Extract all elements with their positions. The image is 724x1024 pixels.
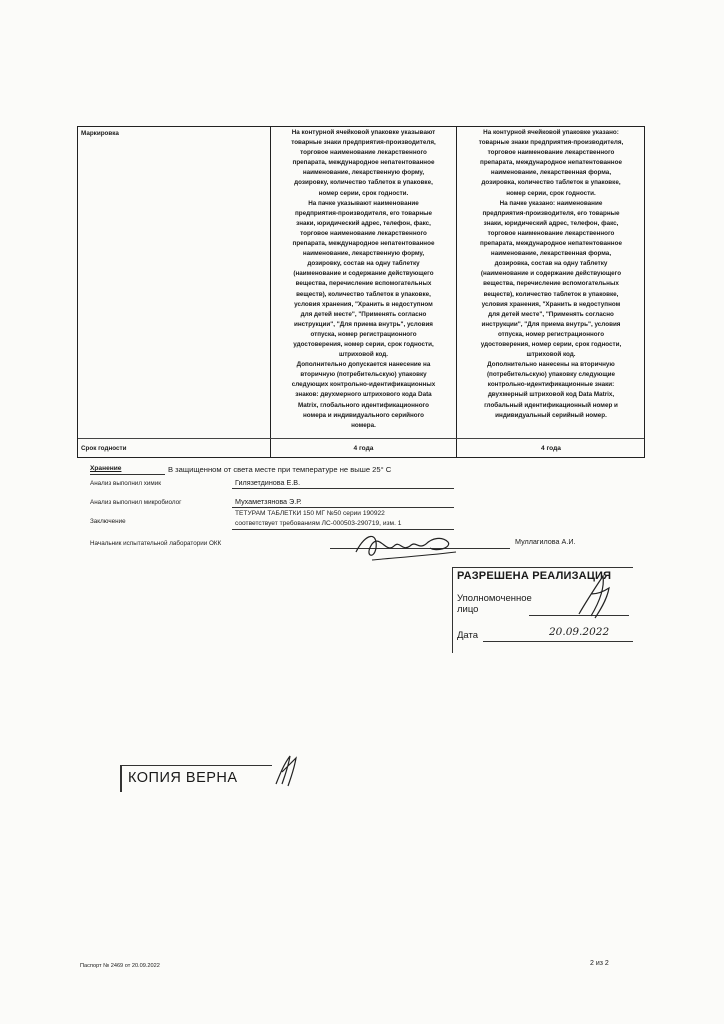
result-column	[457, 128, 645, 421]
requirement-text-line: для детей месте", "Применять согласно	[300, 310, 427, 318]
lab-head-label: Начальник испытательной лаборатории ОКК	[90, 540, 222, 547]
row-label-marking: Маркировка	[81, 130, 119, 137]
table-row-divider	[78, 438, 644, 439]
requirement-text-line: препарата, международное непатентованное	[292, 240, 435, 248]
result-text-line: удостоверения, номер серии, срок годности,	[480, 340, 622, 348]
passport-number: Паспорт № 2469 от 20.09.2022	[80, 963, 160, 969]
result-text-line: двухмерный штриховой код Data Matrix,	[487, 391, 615, 399]
result-text-line: торговое наименование лекарственного	[487, 149, 615, 157]
requirement-text-line: торговое наименование лекарственного	[300, 149, 427, 157]
requirement-text-line: номер серии, срок годности.	[318, 189, 409, 197]
microbiologist-underline	[232, 507, 454, 508]
authorized-person-label-2: лицо	[457, 604, 479, 615]
result-text-line: отпуска, номер регистрационного	[497, 330, 605, 338]
requirement-text-line: удостоверения, номер серии, срок годности,	[293, 340, 434, 348]
chemist-label: Анализ выполнил химик	[90, 480, 162, 487]
release-stamp-title: РАЗРЕШЕНА РЕАЛИЗАЦИЯ	[457, 570, 612, 582]
chemist-underline	[232, 488, 454, 489]
requirement-text-line: (наименование и содержание действующего	[293, 270, 434, 278]
result-text-line: условия хранения, "Хранить в недоступном	[481, 300, 621, 308]
requirement-column	[271, 128, 456, 431]
requirement-text-line: следующих контрольно-идентификационных	[291, 381, 436, 389]
requirement-text-line: веществ), количество таблеток в упаковке,	[296, 290, 431, 298]
result-text-line: наименование, лекарственная форма,	[490, 250, 612, 258]
storage-label: Хранение	[90, 465, 122, 472]
requirement-text-line: На пачке указывают наименование	[308, 199, 419, 207]
result-text-line: На контурной ячейковой упаковке указано:	[483, 129, 619, 136]
authorized-signature	[569, 570, 619, 622]
requirement-text-line: наименование, лекарственную форму,	[302, 250, 425, 258]
conclusion-line-2: соответствует требованиям ЛС-000503-290719, изм. 1	[235, 520, 402, 527]
authorized-person-label: Уполномоченное	[457, 593, 532, 604]
microbiologist-value: Мухаметзянова Э.Р.	[235, 497, 302, 506]
storage-underline	[90, 474, 165, 475]
requirement-text-line: вторичную (потребительскую) упаковку	[300, 371, 427, 379]
release-date: 20.09.2022	[549, 626, 610, 638]
storage-text: В защищенном от света месте при температуре не выше 25° С	[168, 465, 392, 474]
page-number: 2 из 2	[590, 960, 609, 967]
requirement-text-line: штриховой код.	[338, 351, 389, 359]
requirement-text-line: номера.	[351, 421, 376, 429]
result-text-line: торговое наименование лекарственного	[487, 229, 615, 237]
requirement-text-line: дозировку, состав на одну таблетку	[307, 260, 420, 268]
result-text-line: (потребительскую) упаковку следующие	[486, 371, 616, 379]
copy-certified-text: КОПИЯ ВЕРНА	[128, 770, 238, 786]
result-text-line: товарные знаки предприятия-производителя,	[478, 139, 624, 147]
result-text-line: Дополнительно нанесены на вторичную	[487, 361, 615, 369]
lab-head-signature	[352, 526, 462, 566]
requirement-text-line: наименование, лекарственную форму,	[302, 169, 425, 177]
requirement-text-line: предприятия-производителя, его товарные	[294, 209, 433, 217]
result-text-line: препарата, международное непатентованное	[480, 159, 622, 167]
result-text-line: вещества, перечисление вспомогательных	[483, 280, 619, 288]
requirement-text-line: товарные знаки предприятия-производителя,	[291, 139, 436, 147]
result-text-line: штриховой код.	[526, 351, 576, 359]
requirement-text-line: отпуска, номер регистрационного	[310, 330, 417, 338]
requirement-text-line: На контурной ячейковой упаковке указывают	[291, 129, 436, 136]
conclusion-label: Заключение	[90, 518, 126, 525]
specification-table	[77, 126, 645, 458]
row-label-shelf-life: Срок годности	[81, 445, 127, 452]
result-text-line: веществ), количество таблеток в упаковке,	[483, 290, 619, 298]
requirement-text-line: препарата, международное непатентованное	[292, 159, 435, 167]
result-text-line: наименование, лекарственная форма,	[490, 169, 612, 177]
result-text-line: для детей месте", "Применять согласно	[488, 310, 614, 318]
release-stamp	[452, 567, 633, 653]
result-text-line: глобальный идентификационный номер и	[484, 401, 618, 409]
result-text-line: препарата, международное непатентованное	[480, 240, 622, 248]
lab-head-value: Муллагилова А.И.	[515, 537, 576, 546]
shelf-life-requirement: 4 года	[353, 445, 374, 452]
conclusion-line-1: ТЕТУРАМ ТАБЛЕТКИ 150 МГ №50 серии 190922	[235, 510, 385, 517]
requirement-text-line: инструкции", "Для приема внутрь", условия	[293, 320, 433, 328]
requirement-text-line: знаки, юридический адрес, телефон, факс,	[296, 219, 431, 227]
result-text-line: индивидуальный серийный номер.	[495, 411, 607, 419]
microbiologist-label: Анализ выполнил микробиолог	[90, 499, 182, 506]
result-text-line: На пачке указано: наименование	[499, 199, 603, 207]
requirement-text-line: номера и индивидуального серийного	[302, 411, 424, 419]
result-text-line: предприятия-производителя, его товарные	[482, 209, 620, 217]
requirement-text-line: вещества, перечисление вспомогательных	[295, 280, 432, 288]
result-text-line: контрольно-идентификационные знаки:	[487, 381, 615, 389]
result-text-line: (наименование и содержание действующего	[480, 270, 622, 278]
result-text-line: дозировка, количество таблеток в упаковке,	[481, 179, 621, 187]
requirement-text-line: Дополнительно допускается нанесение на	[296, 361, 431, 369]
chemist-value: Гилязетдинова Е.В.	[235, 478, 301, 487]
result-text-line: инструкции", "Для приема внутрь", условия	[481, 320, 621, 328]
shelf-life-result: 4 года	[541, 445, 561, 452]
copy-certified-stamp	[120, 765, 272, 792]
result-text-line: номер серии, срок годности.	[506, 189, 596, 197]
copy-signature	[272, 752, 300, 788]
requirement-text-line: Matrix, глобального идентификационного	[298, 401, 429, 409]
requirement-text-line: торговое наименование лекарственного	[300, 229, 427, 237]
requirement-text-line: знаков: двухмерного штрихового кода Data	[295, 391, 432, 399]
date-label: Дата	[457, 630, 479, 641]
requirement-text-line: условия хранения, "Хранить в недоступном	[294, 300, 433, 308]
result-text-line: знаки, юридический адрес, телефон, факс,	[483, 219, 619, 227]
requirement-text-line: дозировку, количество таблеток в упаковке,	[294, 179, 433, 187]
result-text-line: дозировка, состав на одну таблетку	[494, 260, 608, 268]
date-underline	[483, 641, 633, 642]
